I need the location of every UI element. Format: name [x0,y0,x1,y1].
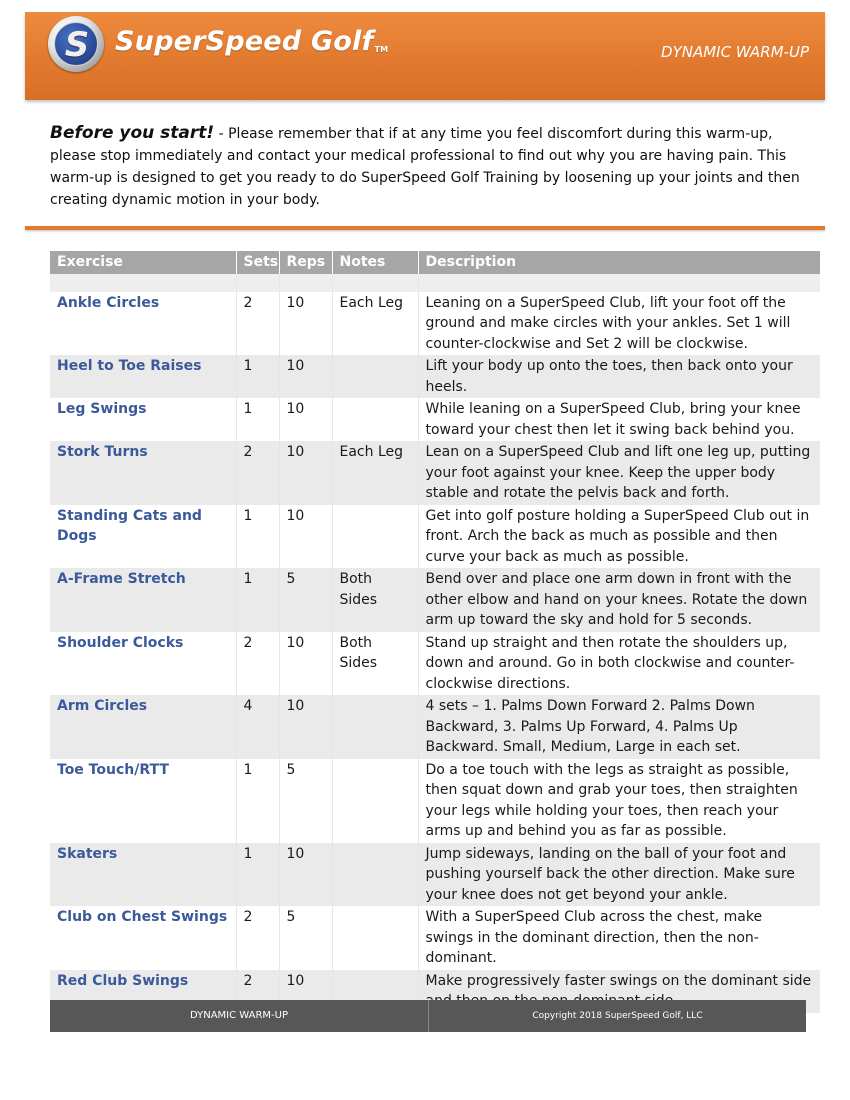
exercise-name: Club on Chest Swings [50,906,236,970]
exercise-reps: 10 [279,398,332,441]
intro-paragraph [50,122,810,211]
exercise-name: Toe Touch/RTT [50,759,236,843]
page-footer [50,1000,806,1032]
exercise-description: Make progressively faster swings on the dominant side [418,970,820,1013]
exercise-notes [332,759,418,843]
table-row [50,906,820,970]
exercise-reps: 10 [279,292,332,356]
header-reps: Reps [279,251,332,274]
exercise-sets: 2 [236,441,279,505]
exercise-name: Heel to Toe Raises [50,355,236,398]
footer-section-title: DYNAMIC WARM-UP [50,1000,429,1032]
exercise-notes: Each Leg [332,441,418,505]
exercise-name: Shoulder Clocks [50,632,236,696]
table-row [50,292,820,356]
exercise-notes [332,906,418,970]
exercise-description: With a SuperSpeed Club across the chest, make swings in the dominant direction, then the non-dominant. [418,906,820,970]
header-sets: Sets [236,251,279,274]
exercise-description: Bend over and place one arm down in front with the other elbow and hand on your knees. Rotate the down arm up toward the sky and hold for 5 seconds. [418,568,820,632]
exercise-reps: 5 [279,568,332,632]
header-exercise: Exercise [50,251,236,274]
exercise-sets: 1 [236,843,279,907]
footer-copyright: Copyright 2018 SuperSpeed Golf, LLC [532,1011,703,1021]
header-notes: Notes [332,251,418,274]
table-row [50,759,820,843]
table-row [50,505,820,569]
exercise-name: Stork Turns [50,441,236,505]
table-row [50,843,820,907]
exercise-description: 4 sets – 1. Palms Down Forward 2. Palms Down Backward, 3. Palms Up Forward, 4. Palms Up Backward. Small, Medium, Large in each set. [418,695,820,759]
exercise-table [50,251,820,1013]
exercise-notes: Both Sides [332,568,418,632]
exercise-reps: 10 [279,695,332,759]
exercise-notes [332,505,418,569]
exercise-notes: Each Leg [332,292,418,356]
exercise-reps: 10 [279,632,332,696]
exercise-name: Ankle Circles [50,292,236,356]
exercise-name: A-Frame Stretch [50,568,236,632]
exercise-notes [332,695,418,759]
table-row [50,632,820,696]
exercise-sets: 2 [236,292,279,356]
exercise-reps: 10 [279,355,332,398]
exercise-description: Leaning on a SuperSpeed Club, lift your foot off the ground and make circles with your ankles. Set 1 will counter-clockwise and Set 2 will be clockwise. [418,292,820,356]
table-row [50,695,820,759]
header-description: Description [418,251,820,274]
exercise-sets: 1 [236,398,279,441]
exercise-reps: 5 [279,906,332,970]
exercise-sets: 2 [236,632,279,696]
exercise-description: Jump sideways, landing on the ball of your foot and pushing yourself back the other direction. Make sure your knee does not get beyond your ankle. [418,843,820,907]
divider-rule [25,226,825,230]
exercise-name: Standing Cats and Dogs [50,505,236,569]
exercise-notes [332,843,418,907]
exercise-description: Lean on a SuperSpeed Club and lift one leg up, putting your foot against your knee. Keep the upper body stable and rotate the pelvis back and forth. [418,441,820,505]
exercise-notes [332,355,418,398]
exercise-reps: 10 [279,441,332,505]
exercise-sets: 1 [236,568,279,632]
logo-letter: S [64,25,90,65]
intro-text: - Please remember that if at any time you feel discomfort during this warm-up, please stop immediately and contact your medical professional to find out why you are having pain. This warm-up is designed to get you ready to do SuperSpeed Golf Training by loosening up your joints and then creating dynamic motion in your body. [50,126,800,208]
intro-lead: Before you start! [50,123,215,143]
exercise-notes: Both Sides [332,632,418,696]
exercise-description: Do a toe touch with the legs as straight as possible, then squat down and grab your toes, then straighten your legs while holding your toes, then reach your arms up and behind you as far as possible. [418,759,820,843]
page-header [25,12,825,100]
exercise-name: Red Club Swings [50,970,236,1013]
exercise-name: Leg Swings [50,398,236,441]
trademark: TM [374,45,389,54]
logo-emblem [54,22,98,66]
table-row [50,568,820,632]
exercise-description: While leaning on a SuperSpeed Club, bring your knee toward your chest then let it swing back behind you. [418,398,820,441]
supersped-logo [48,16,104,72]
exercise-name: Skaters [50,843,236,907]
table-row [50,355,820,398]
exercise-sets: 4 [236,695,279,759]
exercise-description: Lift your body up onto the toes, then back onto your heels. [418,355,820,398]
table-header-row [50,251,820,274]
brand-text: SuperSpeed Golf [115,26,374,57]
exercise-reps: 10 [279,843,332,907]
exercise-description: Get into golf posture holding a SuperSpeed Club out in front. Arch the back as much as possible and then curve your back as much as possible. [418,505,820,569]
section-title: DYNAMIC WARM-UP [661,43,809,61]
table-row [50,441,820,505]
exercise-name: Arm Circles [50,695,236,759]
exercise-notes [332,398,418,441]
table-spacer [50,274,820,292]
exercise-sets: 2 [236,906,279,970]
exercise-reps: 10 [279,505,332,569]
brand-name [115,26,388,57]
exercise-reps: 5 [279,759,332,843]
table-row [50,398,820,441]
exercise-sets: 2 [236,970,279,1013]
exercise-sets: 1 [236,505,279,569]
exercise-sets: 1 [236,759,279,843]
exercise-sets: 1 [236,355,279,398]
exercise-reps: 10 [279,970,332,1013]
exercise-description: Stand up straight and then rotate the shoulders up, down and around. Go in both clockwise and counter-clockwise directions. [418,632,820,696]
